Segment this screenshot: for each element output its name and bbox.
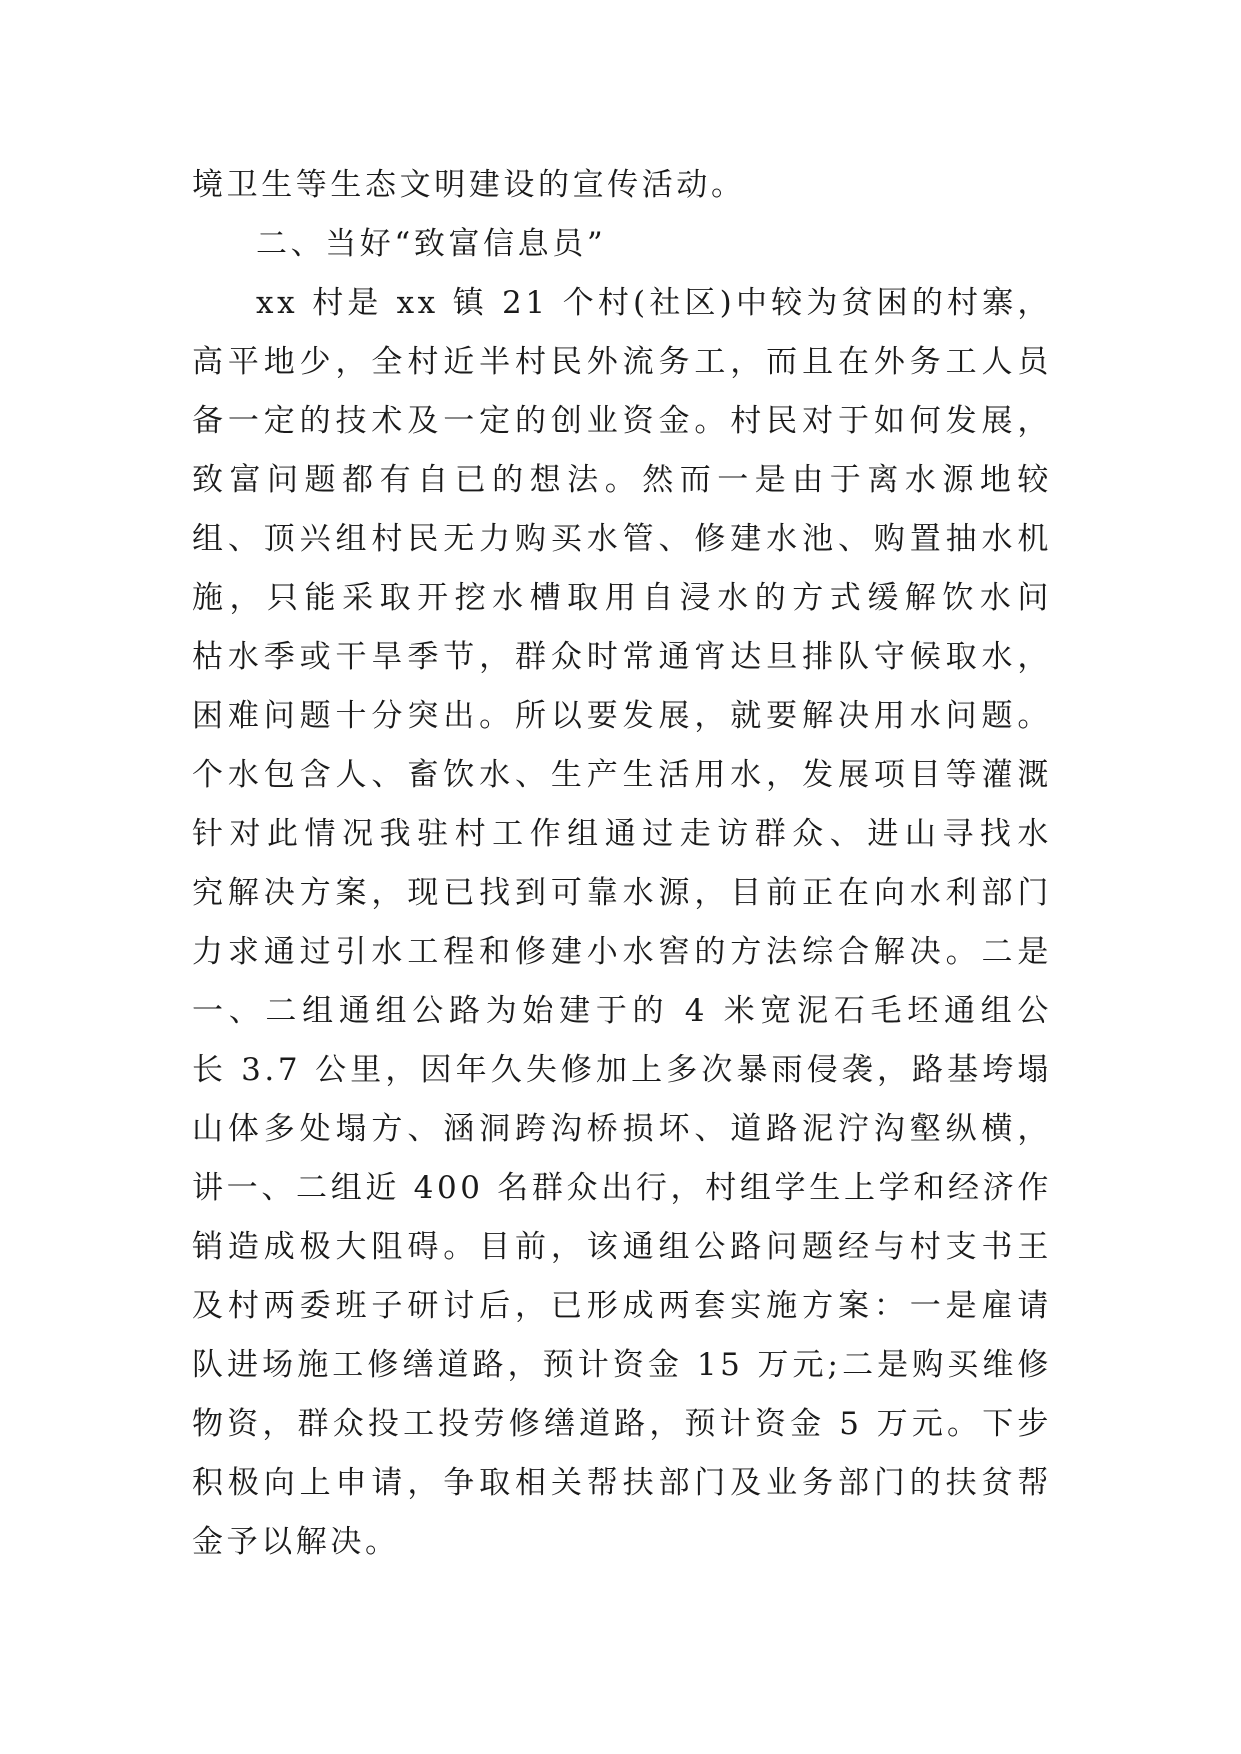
text-line: 究解决方案，现已找到可靠水源，目前正在向水利部门: [192, 875, 1052, 911]
text-line: 讲一、二组近 400 名群众出行，村组学生上学和经济作: [192, 1170, 1052, 1206]
text-line: 针对此情况我驻村工作组通过走访群众、进山寻找水: [192, 816, 1052, 852]
text-line: 高平地少，全村近半村民外流务工，而且在外务工人员: [192, 344, 1052, 380]
text-line: 及村两委班子研讨后，已形成两套实施方案：一是雇请: [192, 1288, 1052, 1324]
document-body: [192, 156, 1052, 1572]
text-line: 积极向上申请，争取相关帮扶部门及业务部门的扶贫帮: [192, 1465, 1052, 1501]
text-line: 一、二组通组公路为始建于的 4 米宽泥石毛坯通组公: [192, 993, 1052, 1029]
section-heading: 二、当好“致富信息员”: [256, 226, 607, 262]
text-line: 队进场施工修缮道路，预计资金 15 万元;二是购买维修: [192, 1347, 1052, 1383]
text-line: 组、顶兴组村民无力购买水管、修建水池、购置抽水机: [192, 521, 1052, 557]
text-line: 困难问题十分突出。所以要发展，就要解决用水问题。: [192, 698, 1052, 734]
text-line: 备一定的技术及一定的创业资金。村民对于如何发展，: [192, 403, 1052, 439]
text-line: 销造成极大阻碍。目前，该通组公路问题经与村支书王: [192, 1229, 1052, 1265]
text-line: 山体多处塌方、涵洞跨沟桥损坏、道路泥泞沟壑纵横，: [192, 1111, 1052, 1147]
text-line: 枯水季或干旱季节，群众时常通宵达旦排队守候取水，: [192, 639, 1052, 675]
text-line: 金予以解决。: [192, 1524, 400, 1560]
text-line: 力求通过引水工程和修建小水窖的方法综合解决。二是: [192, 934, 1052, 970]
text-line: 施，只能采取开挖水槽取用自浸水的方式缓解饮水问: [192, 580, 1052, 616]
text-line: 个水包含人、畜饮水、生产生活用水，发展项目等灌溉: [192, 757, 1052, 793]
text-line: 物资，群众投工投劳修缮道路，预计资金 5 万元。下步: [192, 1406, 1052, 1442]
text-line: 境卫生等生态文明建设的宣传活动。: [192, 167, 746, 203]
text-line: 长 3.7 公里，因年久失修加上多次暴雨侵袭，路基垮塌: [192, 1052, 1052, 1088]
text-line: xx 村是 xx 镇 21 个村(社区)中较为贫困的村寨，: [256, 285, 1052, 321]
text-line: 致富问题都有自已的想法。然而一是由于离水源地较: [192, 462, 1052, 498]
